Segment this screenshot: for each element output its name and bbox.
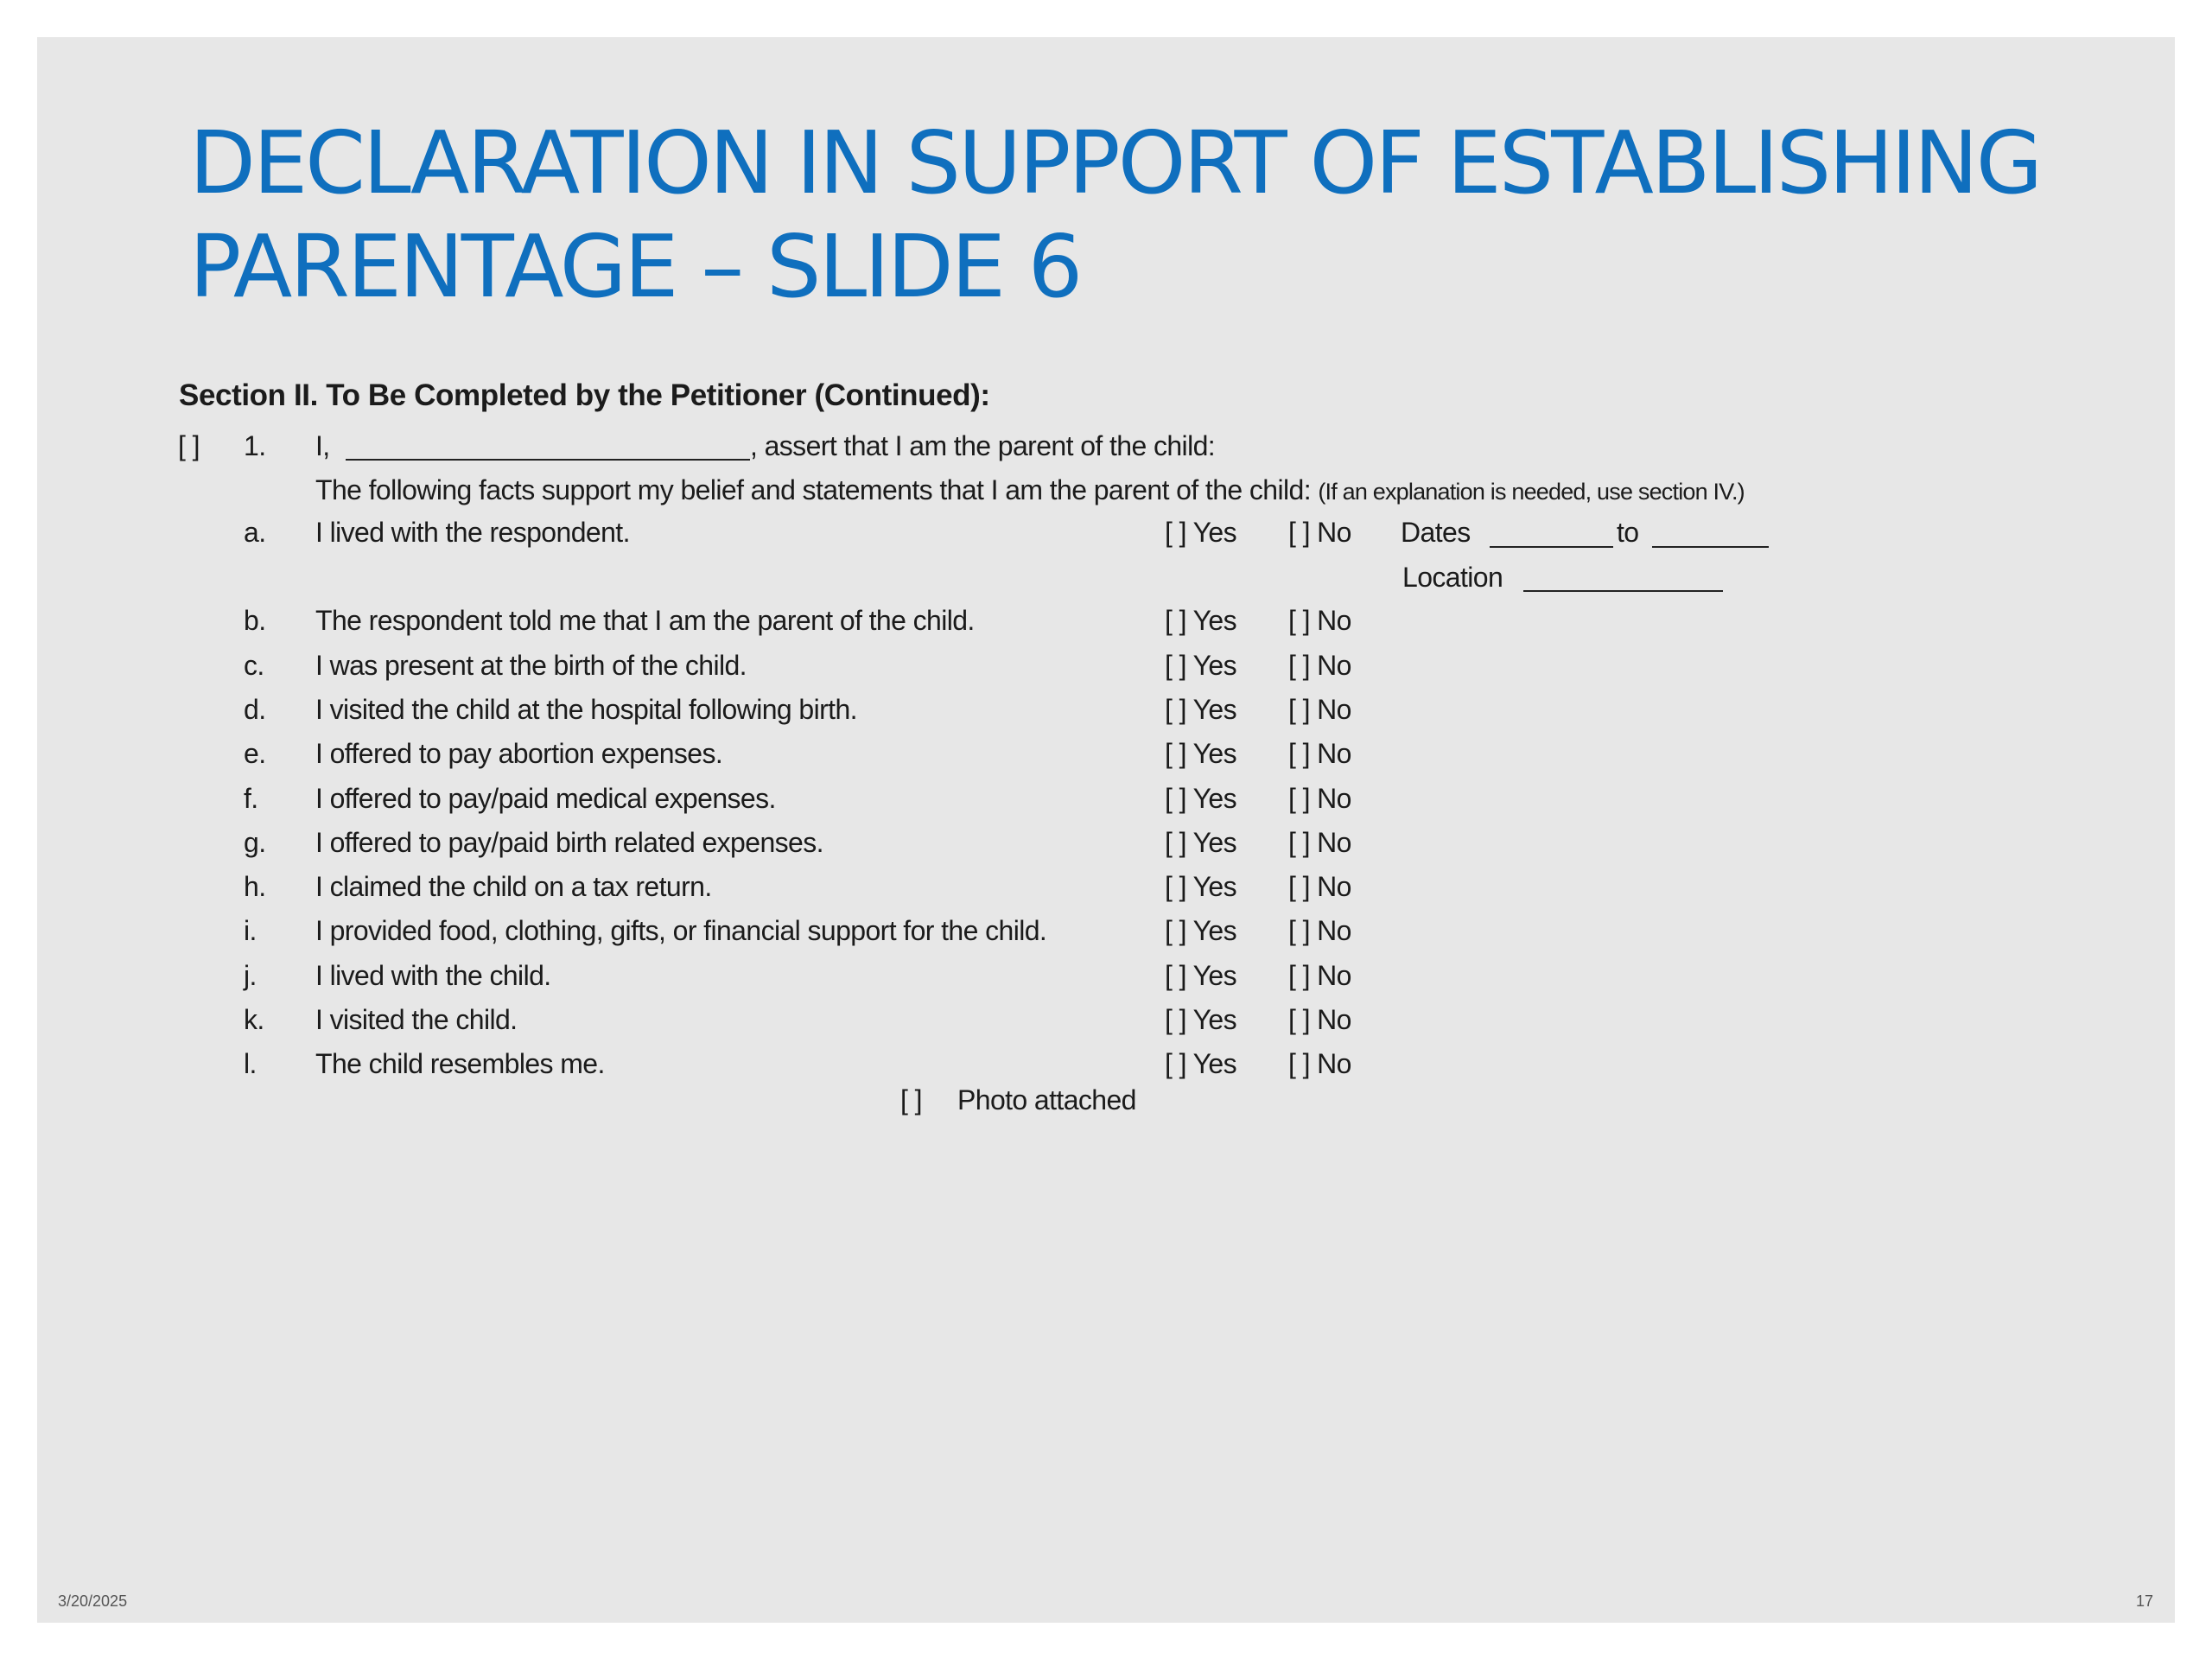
title-line-1: DECLARATION IN SUPPORT OF ESTABLISHING [189, 112, 2041, 213]
no-checkbox[interactable]: [ ] No [1288, 826, 1351, 858]
no-checkbox[interactable]: [ ] No [1288, 605, 1351, 637]
no-checkbox[interactable]: [ ] No [1288, 1048, 1351, 1080]
item1-suffix: , assert that I am the parent of the child: [750, 430, 1216, 461]
title-line-2: PARENTAGE – SLIDE 6 [189, 216, 1081, 317]
item1-prefix: I, [315, 430, 330, 461]
no-checkbox[interactable]: [ ] No [1288, 693, 1351, 725]
dates-label: Dates [1401, 517, 1471, 548]
item-letter: c. [244, 649, 264, 681]
item-letter: f. [244, 782, 258, 814]
yes-checkbox[interactable]: [ ] Yes [1165, 605, 1236, 637]
item-letter: i. [244, 915, 257, 947]
item-text: I provided food, clothing, gifts, or financial support for the child. [315, 915, 1047, 947]
item-text: I was present at the birth of the child. [315, 649, 747, 681]
item-text: I offered to pay/paid birth related expenses. [315, 826, 823, 858]
no-checkbox[interactable]: [ ] No [1288, 738, 1351, 770]
no-checkbox[interactable]: [ ] No [1288, 915, 1351, 947]
facts-note: (If an explanation is needed, use section IV.) [1318, 479, 1745, 505]
yes-checkbox[interactable]: [ ] Yes [1165, 782, 1236, 814]
item-text: The respondent told me that I am the parent of the child. [315, 605, 975, 637]
no-checkbox[interactable]: [ ] No [1288, 959, 1351, 991]
item-letter: h. [244, 871, 266, 903]
declaration-form [37, 37, 2175, 1623]
location-blank[interactable] [1523, 590, 1723, 592]
item-letter: k. [244, 1004, 264, 1035]
item-text: I offered to pay abortion expenses. [315, 738, 723, 770]
item-letter: a. [244, 517, 266, 548]
parent-name-blank[interactable] [346, 459, 750, 461]
yes-checkbox[interactable]: [ ] Yes [1165, 1048, 1236, 1080]
item1-number: 1. [244, 430, 266, 461]
yes-checkbox[interactable]: [ ] Yes [1165, 517, 1236, 548]
dates-from-blank[interactable] [1490, 546, 1613, 548]
dates-to-label: to [1617, 517, 1639, 548]
yes-checkbox[interactable]: [ ] Yes [1165, 1004, 1236, 1035]
item-letter: e. [244, 738, 266, 770]
no-checkbox[interactable]: [ ] No [1288, 649, 1351, 681]
slide-date: 3/20/2025 [58, 1592, 128, 1610]
item-text: The child resembles me. [315, 1048, 605, 1080]
photo-checkbox[interactable]: [ ] [900, 1084, 922, 1116]
yes-checkbox[interactable]: [ ] Yes [1165, 915, 1236, 947]
facts-intro [315, 474, 1745, 506]
item-text: I lived with the respondent. [315, 517, 630, 548]
item-letter: b. [244, 605, 266, 637]
yes-checkbox[interactable]: [ ] Yes [1165, 738, 1236, 770]
no-checkbox[interactable]: [ ] No [1288, 517, 1351, 548]
item-letter: g. [244, 826, 266, 858]
slide-number: 17 [2136, 1592, 2154, 1610]
item-letter: l. [244, 1048, 257, 1080]
photo-attached-label: Photo attached [957, 1084, 1136, 1116]
yes-checkbox[interactable]: [ ] Yes [1165, 649, 1236, 681]
section-heading: Section II. To Be Completed by the Petitioner (Continued): [179, 378, 990, 412]
yes-checkbox[interactable]: [ ] Yes [1165, 693, 1236, 725]
slide [37, 37, 2175, 1623]
item-letter: j. [244, 959, 257, 991]
item-text: I claimed the child on a tax return. [315, 871, 712, 903]
no-checkbox[interactable]: [ ] No [1288, 1004, 1351, 1035]
item-text: I lived with the child. [315, 959, 551, 991]
dates-to-blank[interactable] [1652, 546, 1769, 548]
item-text: I offered to pay/paid medical expenses. [315, 782, 776, 814]
item-text: I visited the child. [315, 1004, 518, 1035]
no-checkbox[interactable]: [ ] No [1288, 871, 1351, 903]
no-checkbox[interactable]: [ ] No [1288, 782, 1351, 814]
yes-checkbox[interactable]: [ ] Yes [1165, 871, 1236, 903]
item-text: I visited the child at the hospital following birth. [315, 693, 857, 725]
item1-checkbox[interactable]: [ ] [178, 430, 200, 461]
item-letter: d. [244, 693, 266, 725]
yes-checkbox[interactable]: [ ] Yes [1165, 959, 1236, 991]
facts-intro-text: The following facts support my belief and statements that I am the parent of the child: [315, 474, 1312, 505]
yes-checkbox[interactable]: [ ] Yes [1165, 826, 1236, 858]
location-label: Location [1402, 562, 1503, 593]
